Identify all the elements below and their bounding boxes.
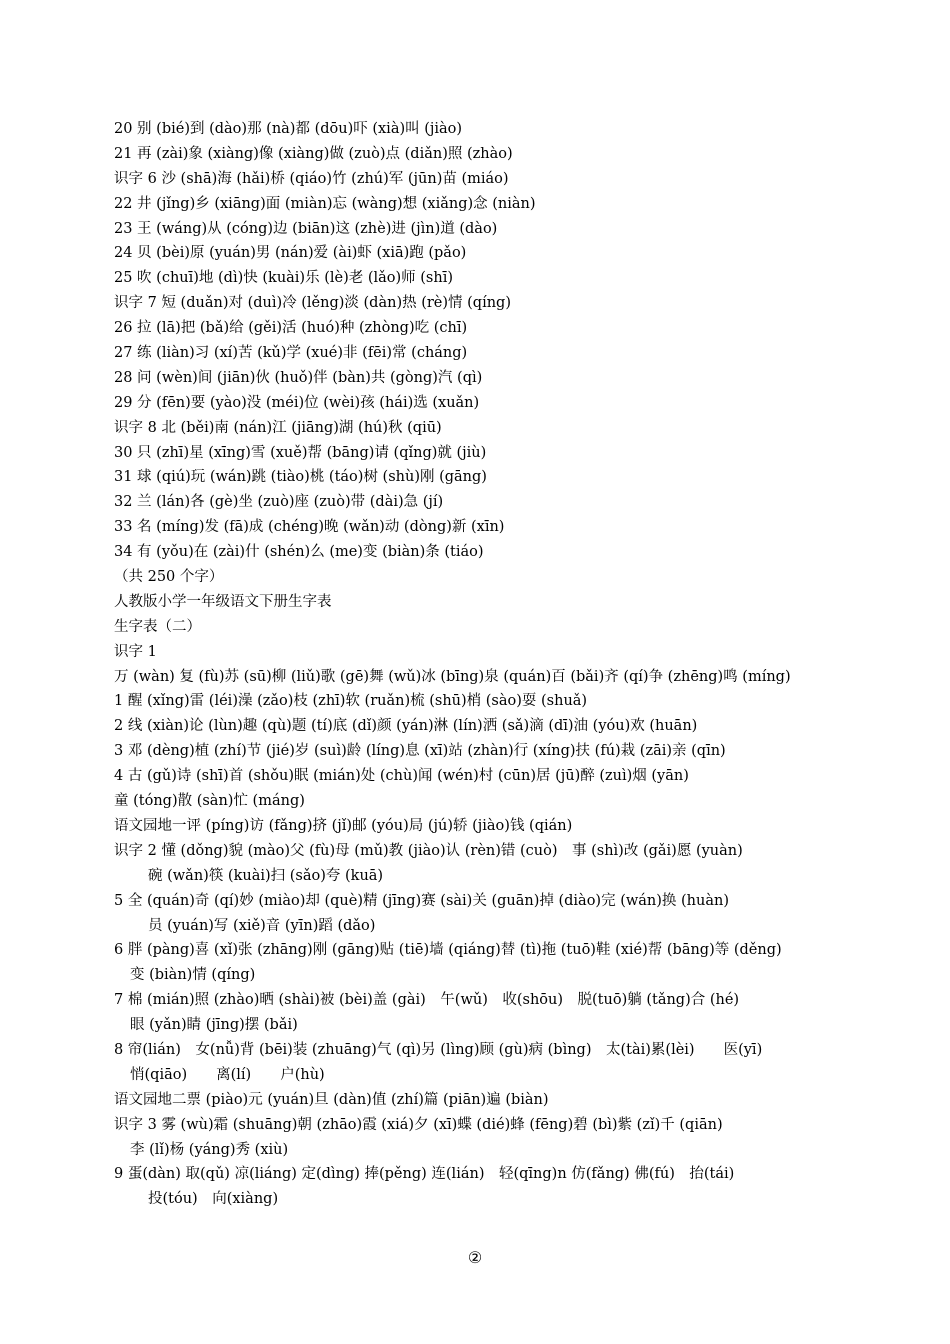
text-line: 3 邓 (dèng)植 (zhí)节 (jié)岁 (suì)龄 (líng)息 (xī)站 (zhàn)行 (xíng)扶 (fú)栽 (zāi)亲 (qīn) (114, 743, 726, 760)
text-line: 语文园地二票 (piào)元 (yuán)旦 (dàn)值 (zhí)篇 (piān)遍 (biàn) (114, 1091, 549, 1108)
text-line: 26 拉 (lā)把 (bǎ)给 (gěi)活 (huó)种 (zhòng)吃 (chī) (114, 320, 468, 337)
text-line: 1 醒 (xǐng)雷 (léi)澡 (zǎo)枝 (zhī)软 (ruǎn)梳 (shū)梢 (sào)耍 (shuǎ) (114, 693, 588, 710)
text-line: 变 (biàn)情 (qíng) (130, 967, 256, 984)
text-line: 识字 3 雾 (wù)霜 (shuāng)朝 (zhāo)霞 (xiá)夕 (xī)蝶 (dié)蜂 (fēng)碧 (bì)紫 (zǐ)千 (qiān) (114, 1116, 723, 1133)
text-line: 2 线 (xiàn)论 (lùn)趣 (qù)题 (tí)底 (dǐ)颜 (yán)淋 (lín)洒 (sǎ)滴 (dī)油 (yóu)欢 (huān) (114, 718, 698, 735)
text-line: 万 (wàn) 复 (fù)苏 (sū)柳 (liǔ)歌 (gē)舞 (wǔ)冰 (bīng)泉 (quán)百 (bǎi)齐 (qí)争 (zhēng)鸣 (míng) (114, 668, 791, 685)
text-line: 4 古 (gǔ)诗 (shī)首 (shǒu)眠 (mián)处 (chù)闻 (wén)村 (cūn)居 (jū)醉 (zuì)烟 (yān) (114, 768, 689, 785)
text-line: 25 吹 (chuī)地 (dì)快 (kuài)乐 (lè)老 (lǎo)师 (shī) (114, 270, 454, 287)
text-line: 24 贝 (bèi)原 (yuán)男 (nán)爱 (ài)虾 (xiā)跑 (pǎo) (114, 245, 467, 262)
text-line: 32 兰 (lán)各 (gè)坐 (zuò)座 (zuò)带 (dài)急 (jí) (114, 494, 444, 511)
text-line: （共 250 个字） (114, 569, 224, 586)
text-line: 34 有 (yǒu)在 (zài)什 (shén)么 (me)变 (biàn)条 (tiáo) (114, 544, 484, 561)
text-line: 碗 (wǎn)筷 (kuài)扫 (sǎo)夸 (kuā) (148, 867, 384, 884)
text-line: 29 分 (fēn)要 (yào)没 (méi)位 (wèi)孩 (hái)选 (xuǎn) (114, 394, 480, 411)
text-line: 识字 8 北 (běi)南 (nán)江 (jiāng)湖 (hú)秋 (qiū) (114, 419, 442, 436)
text-line: 悄(qiāo) 离(lí) 户(hù) (130, 1066, 325, 1083)
text-line: 5 全 (quán)奇 (qí)妙 (miào)却 (què)精 (jīng)赛 (sài)关 (guān)掉 (diào)完 (wán)换 (huàn) (114, 892, 729, 909)
text-line: 识字 2 懂 (dǒng)貌 (mào)父 (fù)母 (mǔ)教 (jiào)认 (rèn)错 (cuò) 事 (shì)改 (gǎi)愿 (yuàn) (114, 842, 743, 859)
text-line: 33 名 (míng)发 (fā)成 (chéng)晚 (wǎn)动 (dòng)新 (xīn) (114, 519, 505, 536)
text-line: 投(tóu) 向(xiàng) (148, 1191, 279, 1208)
text-line: 识字 6 沙 (shā)海 (hǎi)桥 (qiáo)竹 (zhú)军 (jūn)苗 (miáo) (114, 170, 509, 187)
text-line: 童 (tóng)散 (sàn)忙 (máng) (114, 793, 305, 810)
text-line: 生字表（二） (114, 618, 201, 635)
text-line: 6 胖 (pàng)喜 (xǐ)张 (zhāng)刚 (gāng)贴 (tiē)墙 (qiáng)替 (tì)拖 (tuō)鞋 (xié)帮 (bāng)等 (děng) (114, 942, 782, 959)
text-line: 27 练 (liàn)习 (xí)苦 (kǔ)学 (xué)非 (fēi)常 (cháng) (114, 345, 468, 362)
text-line: 20 别 (bié)到 (dào)那 (nà)都 (dōu)吓 (xià)叫 (jiào) (114, 121, 463, 137)
text-line: 9 蛋(dàn) 取(qǔ) 凉(liáng) 定(dìng) 捧(pěng) 连(lián) 轻(qīng)n 仿(fǎng) 佛(fú) 抬(tái) (114, 1166, 735, 1183)
text-line: 7 棉 (mián)照 (zhào)晒 (shài)被 (bèi)盖 (gài) 午(wǔ) 收(shōu) 脱(tuō)躺 (tǎng)合 (hé) (114, 992, 740, 1009)
text-line: 识字 7 短 (duǎn)对 (duì)冷 (lěng)淡 (dàn)热 (rè)情 (qíng) (114, 295, 512, 312)
text-line: 22 井 (jǐng)乡 (xiāng)面 (miàn)忘 (wàng)想 (xiǎng)念 (niàn) (114, 195, 536, 212)
text-line: 识字 1 (114, 643, 157, 660)
page-number: ② (467, 1248, 483, 1267)
text-line: 30 只 (zhī)星 (xīng)雪 (xuě)帮 (bāng)请 (qǐng)就 (jiù) (114, 444, 487, 461)
text-line: 28 问 (wèn)间 (jiān)伙 (huǒ)伴 (bàn)共 (gòng)汽 (qì) (114, 369, 483, 386)
text-line: 8 帘(lián) 女(nǚ)背 (bēi)装 (zhuāng)气 (qì)另 (lìng)顾 (gù)病 (bìng) 太(tài)累(lèi) 医(yī) (114, 1041, 763, 1058)
text-line: 员 (yuán)写 (xiě)音 (yīn)蹈 (dǎo) (148, 917, 376, 934)
text-line: 23 王 (wáng)从 (cóng)边 (biān)这 (zhè)进 (jìn)道 (dào) (114, 220, 498, 237)
text-line: 21 再 (zài)象 (xiàng)像 (xiàng)做 (zuò)点 (diǎn)照 (zhào) (114, 145, 513, 162)
text-line: 眼 (yǎn)睛 (jīng)摆 (bǎi) (130, 1017, 298, 1034)
text-line: 李 (lǐ)杨 (yáng)秀 (xiù) (130, 1141, 289, 1158)
text-line: 31 球 (qiú)玩 (wán)跳 (tiào)桃 (táo)树 (shù)刚 (gāng) (114, 469, 487, 486)
character-list (114, 117, 934, 1212)
text-line: 人教版小学一年级语文下册生字表 (114, 593, 332, 610)
text-line: 语文园地一评 (píng)访 (fǎng)挤 (jǐ)邮 (yóu)局 (jú)轿 (jiào)钱 (qián) (114, 817, 573, 834)
